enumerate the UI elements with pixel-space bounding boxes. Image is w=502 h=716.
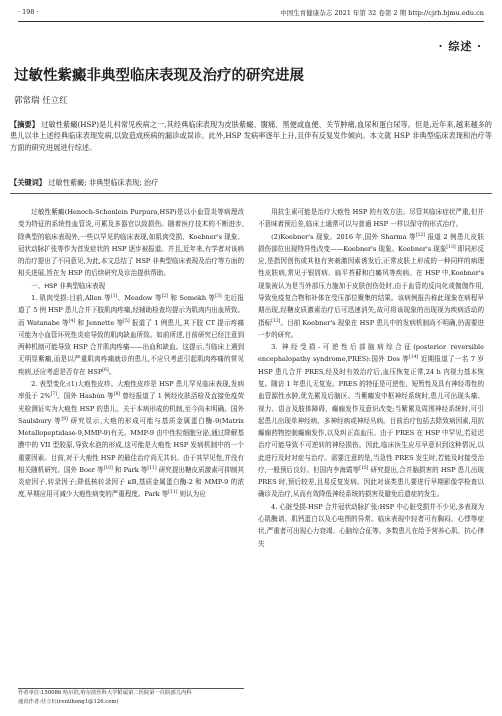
- abstract-text: 过敏性紫癜(HSP)是儿科常见疾病之一,其经典临床表现为皮肤紫癜、腹痛、黑便或血便、关节肿痛,血尿和蛋白尿等。但是,近年来,越来越多的患儿以非上述经典临床表现发病,以致造成疾病的漏诊或误诊。此外,HSP 发病率逐年上升,且伴有反复发作倾向。本文就 HSP 非典型临床表现和治疗等方面的研究进展进行综述。: [10, 120, 492, 152]
- page-header: [18, 8, 484, 20]
- keywords-text: 过敏性紫癜; 非典型临床表现; 治疗: [48, 178, 159, 187]
- right-column: [258, 206, 484, 550]
- corresponding-author: 通讯作者:任立红(renlihong1@126.com): [18, 699, 119, 705]
- header-rule: [18, 21, 484, 22]
- footnote: [18, 689, 244, 707]
- abstract-separator: [10, 193, 492, 194]
- authors: 郭常瑞 任立红: [14, 96, 68, 106]
- abstract-label: 【摘要】: [10, 120, 39, 129]
- body-paragraph: 4. 心脏受损-HSP 合并冠状动脉扩张:HSP 中心脏受损并不少见,多表现为心肌酶谱、肌钙蛋白以及心电图的异常。临床表现中轻者可有胸闷、心悸等症状,严重者可出现心力衰竭、心脑综合征等。多数患儿在给予营养心肌、抗心律失: [258, 502, 484, 548]
- body-paragraph: (2)Koebner's 现象。2016 年,国外 Sharma 等[12] 报道 2 例患儿皮肤损伤部位出现特异性改变——Koebner's 现象。Koebner's 现象[13] 即同形反应,是指因创伤或其他有害刺激因素诱发后,正常皮肤上形成的一种同样的病理性皮肤病,常见于银屑病、扁平苔藓和白癜风等疾病。在 HSP 中,Koebner's 现象被认为是当外部压力施加于皮肤创伤处时,由于血管的反向化或伽伽作用,导致免疫复合物和补体在受压部位聚集的结果。该病例报告称此现象在病程早期出现,经糖皮质激素治疗后可迅速消失,故可将该现象的出现视为疾病活动的指标[12]。目前 Koebner's 现象在 HSP 患儿中的发病机制尚不明确,仍需要进一步的研究。: [258, 232, 484, 339]
- journal-info: 中国生育健康杂志 2021 年第 32 卷第 2 期 http://cjrh.bjmu.edu.cn: [280, 9, 484, 17]
- body-paragraph: 2. 表型变化:(1)大疱性皮疹。大疱性皮疹是 HSP 患儿罕见临床表现,发病率低于 2%[7]。国外 Hasbún 等[8] 曾经报道了 1 例经皮肤活检及直接免疫荧光检测证实为大疱性 HSP 的患儿。关于本病形成的机制,至今尚未明确。国外 Saulsbury 等[9] 研究显示,大疱的形成可能与基质金属蛋白酶-9(Matrix Metallopeptidase-9,MMP-9)有关。MMP-9 由中性粒细胞分泌,通过降解基膜中的 VII 型胶原,导致水泡的形成,这可能是大疱性 HSP 发病机制中的一个重要因素。目前,对于大疱性 HSP 的最佳治疗尚无共识。由于其罕见性,并没有相关随机研究。国外 Boer 等[10] 和 Park 等[11] 研究提出糖皮质激素可抑制其炎症因子,转录因子;降低核转录因子 κB,基质金属蛋白酶-2 和 MMP-9 的浓度,早期应用可减少大疱性病变的严重程度。Park 等[11] 则认为应: [18, 379, 244, 499]
- article-title: 过敏性紫癜非典型临床表现及治疗的研究进展: [14, 67, 304, 84]
- section-heading: 一、HSP 非典型临床表现: [31, 281, 106, 290]
- body-paragraph: 1. 肌肉受损:目前,Allen 等[1]、Meadow 等[2] 和 Somekh 等[3] 先后报道了 5 例 HSP 患儿合并下肢肌肉疼痛,经辅助检查均提示为肌肉内出血所致。而 Watanabe 等[4] 和 Jennette 等[5] 报道了 1 例患儿,其下肢 CT 提示疼痛可能为小血管坏死性炎症导致的肌肉缺血所致。如前所述,目前研究已经注意到两种机制可能导致 HSP 合并肌肉疼痛——出血和缺血。这提示,当临床上遇到无明显紫癜,而是以严重肌肉疼痛就诊的患儿,不应只考虑引起肌肉疼痛的常见疾病,还应考虑是否存在 HSP[6]。: [18, 293, 244, 376]
- section-label: · 综述 ·: [438, 40, 482, 53]
- body-paragraph: 过敏性紫癜(Henoch-Schonlein Purpura,HSP)是以小血管炎等病理改变为特征的系统性血管炎,可累及多器官以致损伤。随着医疗技术的不断进步,除典型的临床表现外,一些以罕见的临床表现,如肌肉受损、Koebner's 现象、冠状动脉扩张等作为首发症状的 HSP 逐步被报道。并且,近年来,有学者对该病的治疗提出了不同意见,为此,本文总结了 HSP 非典型临床表现及治疗等方面的相关进展,旨在为 HSP 的后续研究及诊治提供帮助。: [18, 208, 244, 278]
- keywords: [10, 178, 492, 188]
- page-number: · 198 ·: [18, 8, 39, 16]
- author-affiliation: 作者单位:150086 哈尔滨,哈尔滨医科大学附属第二医院第一住院部儿内科: [18, 690, 192, 696]
- left-column: [18, 206, 244, 501]
- body-paragraph: 用抗生素可能是治疗大疱性 HSP 的有效方法。尽管其临床症状严重,但并不意味着预后差,临床上通常可以与普通 HSP 一样以保守的形式治疗。: [258, 208, 484, 229]
- abstract: [10, 119, 492, 153]
- body-paragraph: 3. 神经受损-可逆性后部脑病综合征(posterior reversible encephalopathy syndrome,PRES):国外 Dos 等[14] 近期报道了一名 7 岁 HSP 患儿合并 PRES,经及时有效治疗后,血压恢复正常,24 h 内视力基本恢复。随访 1 年患儿无复发。PRES 的特征是可逆性、短暂性及具有神经毒性的血管源性水肿,优先累及后脑区。当紫癜发中枢神经系统时,患儿可出现头痛、视力、语言及肢体障碍、癫痫发作及意识改变;当紫累及周围神经系统时,可引起患儿出现单神经病、多神经病或神经丛病。目前治疗包括去除致病因素,用抗癫痫药物控制癫痫发作,以及纠正高血压。由于 PRES 在 HSP 中罕见,若延迟治疗可能导致不可逆转的神经损伤。因此,临床医生应尽早意识到这种情况,以此进行及时对症与治疗。需要注意的是,当急性 PRES 发生时,若能及时接受治疗,一般预后良好。但国内李海霞等[15] 研究提出,合并脑损害的 HSP 患儿出现 PRES 时,预后较差,且易反复发病。因此对该类患儿要进行早期影像学检查以确诊及治疗,从而有效降低神经系统的损害及避免后遗症的发生。: [258, 343, 484, 499]
- keywords-label: 【关键词】: [10, 178, 46, 187]
